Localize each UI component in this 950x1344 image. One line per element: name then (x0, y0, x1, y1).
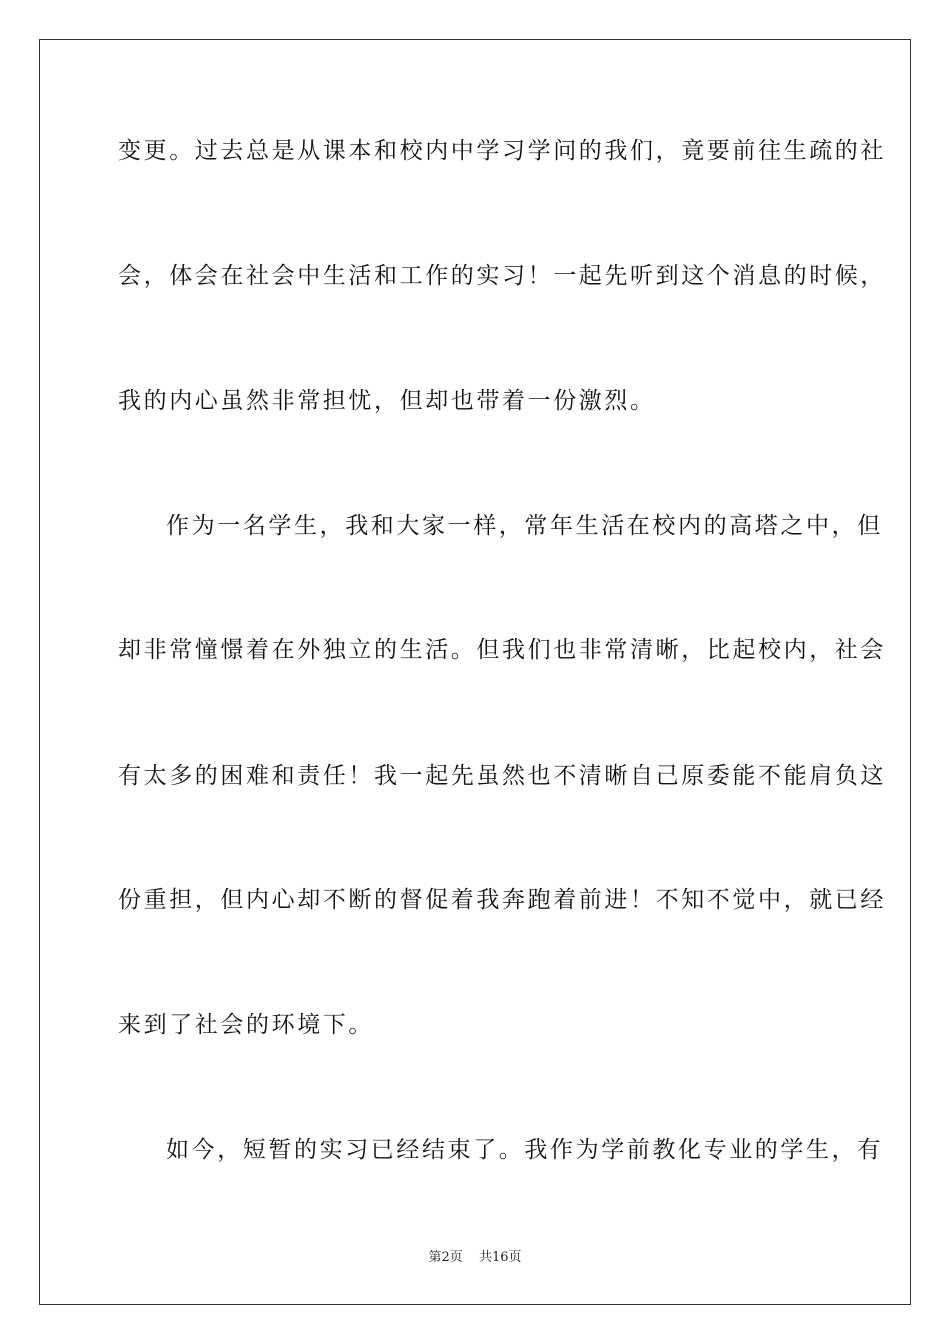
page-number: 第2页 (428, 1250, 463, 1265)
paragraph-line-2: 会，体会在社会中生活和工作的实习！一起先听到这个消息的时候， (118, 263, 886, 289)
page-footer (0, 1246, 950, 1265)
paragraph-line-9: 如今，短暂的实习已经结束了。我作为学前教化专业的学生，有 (166, 1137, 883, 1163)
page-total: 共16页 (478, 1250, 522, 1265)
paragraph-line-4: 作为一名学生，我和大家一样，常年生活在校内的高塔之中，但 (166, 513, 883, 539)
paragraph-line-5: 却非常憧憬着在外独立的生活。但我们也非常清晰，比起校内，社会 (118, 637, 886, 663)
page-border (39, 39, 911, 1305)
paragraph-line-8: 来到了社会的环境下。 (118, 1012, 374, 1038)
paragraph-line-3: 我的内心虽然非常担忧，但却也带着一份激烈。 (118, 388, 656, 414)
paragraph-line-7: 份重担，但内心却不断的督促着我奔跑着前进！不知不觉中，就已经 (118, 887, 886, 913)
paragraph-line-1: 变更。过去总是从课本和校内中学习学问的我们，竟要前往生疏的社 (118, 138, 886, 164)
paragraph-line-6: 有太多的困难和责任！我一起先虽然也不清晰自己原委能不能肩负这 (118, 763, 886, 789)
